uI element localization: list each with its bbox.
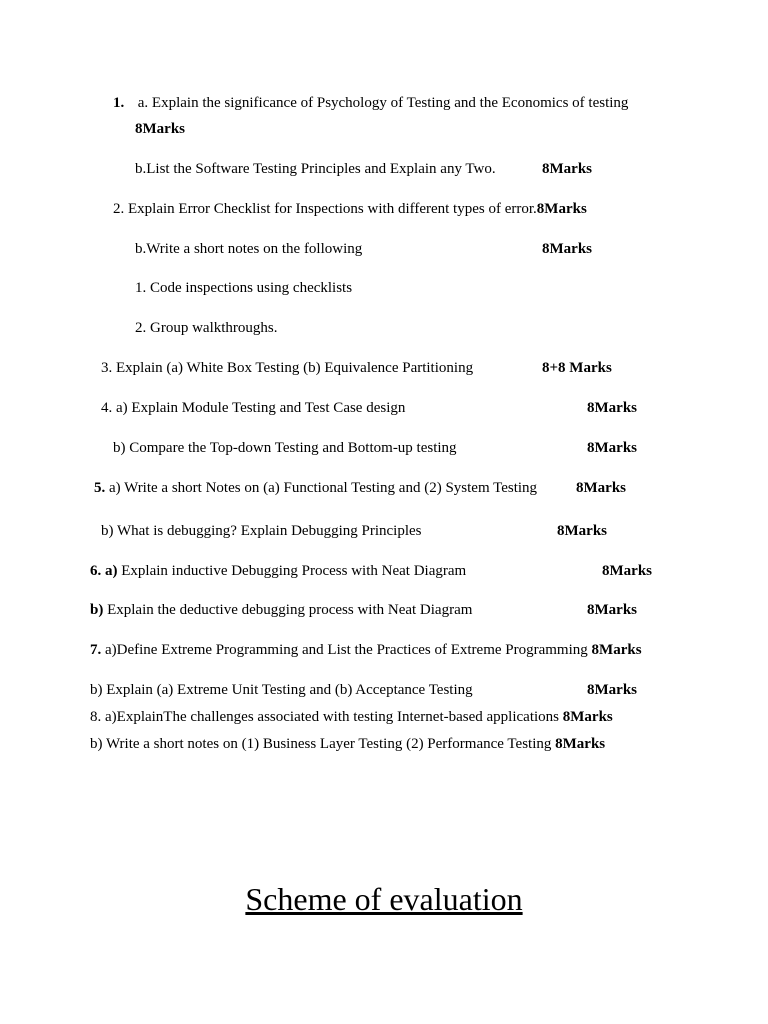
marks-label: 8Marks bbox=[562, 709, 613, 725]
marks-label: 8Marks bbox=[542, 241, 592, 257]
question-5a bbox=[94, 479, 537, 497]
question-2b: b.Write a short notes on the following bbox=[135, 241, 363, 257]
question-4a: 4. a) Explain Module Testing and Test Case design bbox=[101, 400, 406, 416]
question-number: 1. bbox=[113, 95, 125, 111]
question-number: 5. bbox=[94, 480, 106, 496]
sub-item-2: 2. Group walkthroughs. bbox=[135, 320, 278, 336]
question-number: 7. bbox=[90, 642, 102, 658]
question-text: a)Define Extreme Programming and List the Practices of Extreme Programming bbox=[105, 642, 588, 658]
question-text: Explain the deductive debugging process with Neat Diagram bbox=[107, 602, 473, 618]
marks-label: 8Marks bbox=[542, 161, 592, 177]
question-text: Explain inductive Debugging Process with Neat Diagram bbox=[121, 563, 467, 579]
question-8a bbox=[90, 708, 613, 726]
marks-label: 8+8 Marks bbox=[542, 360, 612, 376]
marks-label: 8Marks bbox=[591, 642, 642, 658]
marks-label: 8Marks bbox=[555, 736, 606, 752]
question-6b bbox=[90, 601, 472, 619]
question-text: a. Explain the significance of Psychology of Testing and the Economics of testing bbox=[137, 95, 629, 111]
sub-item-1: 1. Code inspections using checklists bbox=[135, 280, 353, 296]
question-2a bbox=[113, 200, 587, 218]
question-6a bbox=[90, 562, 466, 580]
marks-label: 8Marks bbox=[587, 682, 637, 698]
question-3: 3. Explain (a) White Box Testing (b) Equivalence Partitioning bbox=[101, 360, 474, 376]
question-text: 8. a)ExplainThe challenges associated with testing Internet-based applications bbox=[90, 709, 560, 725]
question-4b: b) Compare the Top-down Testing and Bottom-up testing bbox=[113, 440, 457, 456]
question-text: b) Write a short notes on (1) Business Layer Testing (2) Performance Testing bbox=[90, 736, 552, 752]
marks-label: 8Marks bbox=[587, 602, 637, 618]
question-text: 2. Explain Error Checklist for Inspections with different types of error. bbox=[113, 201, 537, 217]
question-number: 6. a) bbox=[90, 563, 118, 579]
question-8b bbox=[90, 735, 605, 753]
question-text: a) Write a short Notes on (a) Functional Testing and (2) System Testing bbox=[109, 480, 538, 496]
marks-label: 8Marks bbox=[602, 563, 652, 579]
marks-label: 8Marks bbox=[587, 440, 637, 456]
question-number: b) bbox=[90, 602, 104, 618]
question-7b: b) Explain (a) Extreme Unit Testing and (b) Acceptance Testing bbox=[90, 682, 473, 698]
marks-label: 8Marks bbox=[135, 121, 185, 137]
question-7a bbox=[90, 641, 642, 659]
marks-label: 8Marks bbox=[536, 201, 587, 217]
marks-label: 8Marks bbox=[557, 523, 607, 539]
question-1b: b.List the Software Testing Principles and Explain any Two. bbox=[135, 161, 496, 177]
question-1a bbox=[113, 94, 628, 112]
section-heading: Scheme of evaluation bbox=[245, 881, 523, 917]
marks-label: 8Marks bbox=[587, 400, 637, 416]
marks-label: 8Marks bbox=[576, 480, 626, 496]
question-5b: b) What is debugging? Explain Debugging Principles bbox=[101, 523, 422, 539]
